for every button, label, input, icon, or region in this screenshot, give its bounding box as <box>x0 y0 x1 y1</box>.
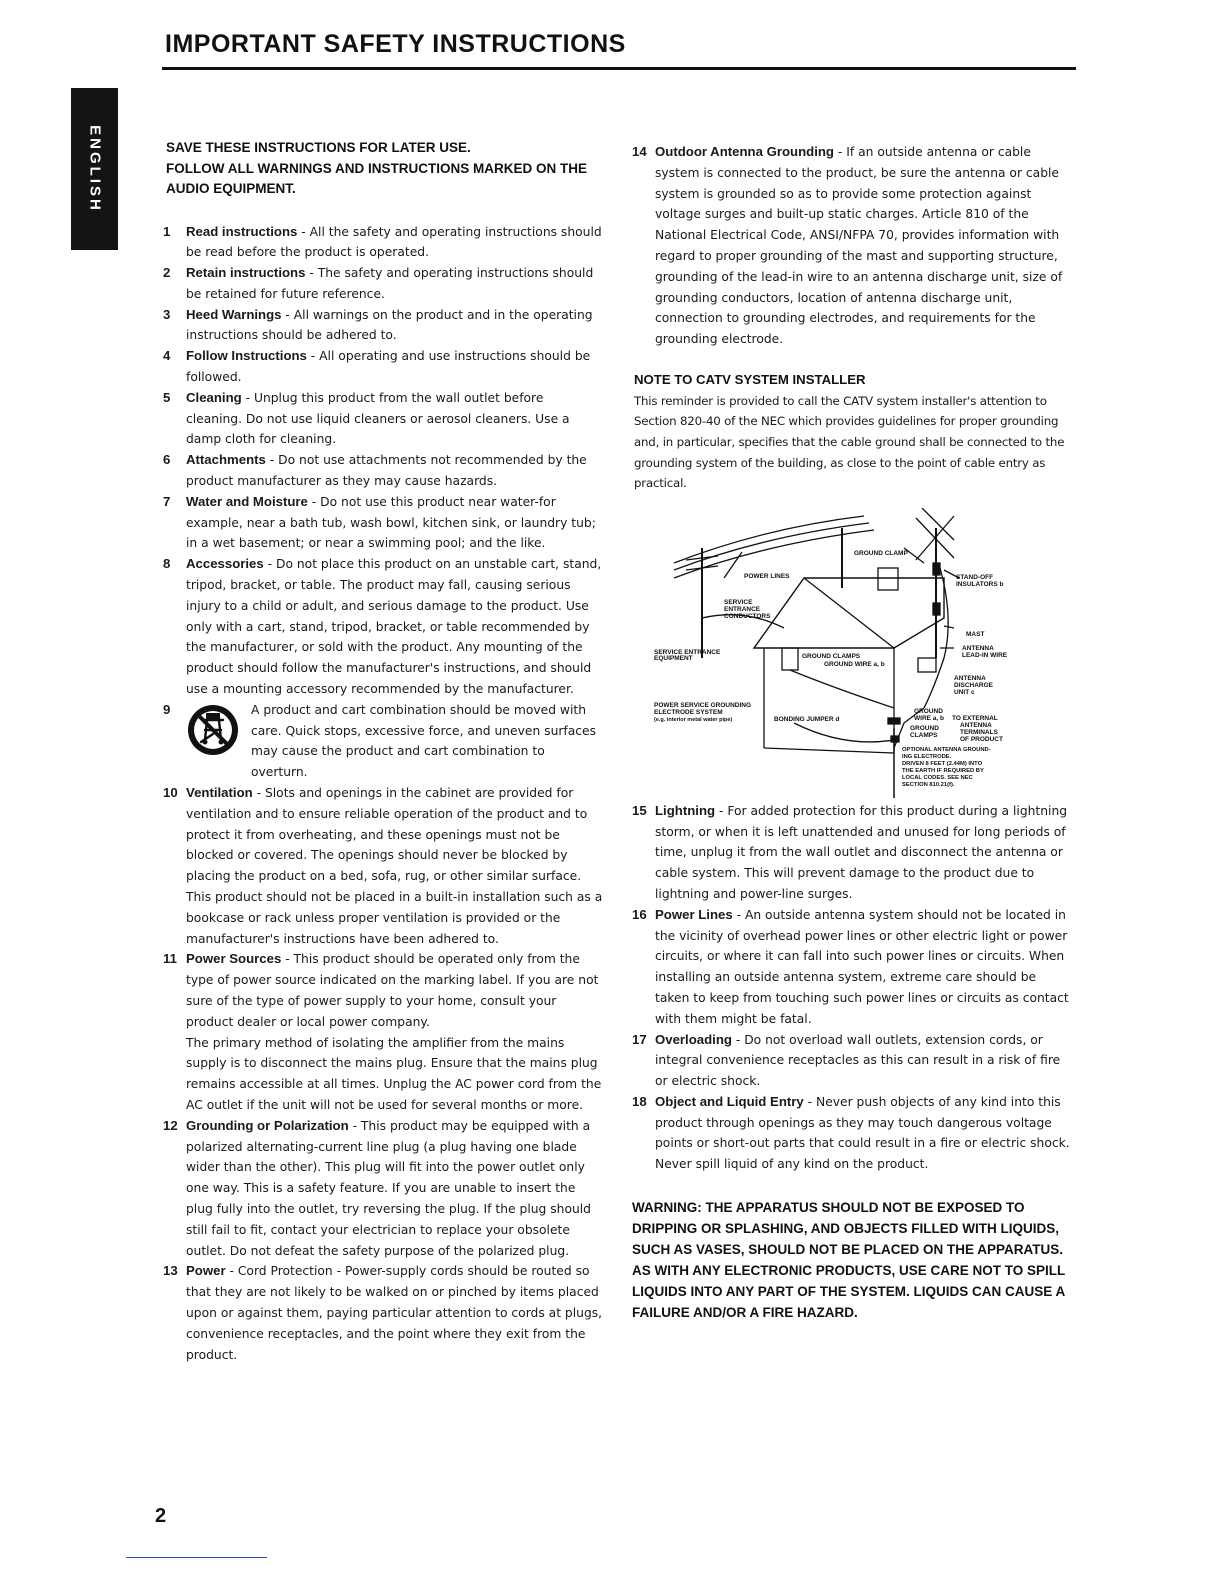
item-number: 12 <box>163 1117 178 1133</box>
label-see-2: EQUIPMENT <box>654 654 693 662</box>
instruction-item-10 <box>163 783 603 949</box>
instruction-item-17 <box>632 1030 1072 1092</box>
item-term: Power Sources <box>186 951 282 967</box>
label-ground-wire-2a: GROUND <box>914 707 943 715</box>
instruction-item-5 <box>163 388 603 450</box>
item-number: 13 <box>163 1263 178 1279</box>
item-number: 1 <box>163 223 171 239</box>
item-number: 11 <box>163 951 177 967</box>
label-adu-3: UNIT c <box>954 688 975 696</box>
item-number: 5 <box>163 389 171 405</box>
label-power-lines: POWER LINES <box>744 572 790 580</box>
instruction-item-12 <box>163 1116 603 1262</box>
label-antenna-1: ANTENNA <box>962 644 994 652</box>
instruction-item-4 <box>163 346 603 388</box>
intro-block <box>166 138 603 200</box>
item-desc: - Do not place this product on an unstable cart, stand, tripod, bracket, or table. The product may fall, causing serious injury to a child or adult, and serious damage to the product. Use only with a cart, stand, tripod, bracket, or table recommended by the manufacturer, or sold with the product. Any mounting of the product should follow the manufacturer's instructions, and should use a mounting accessory recommended by the manufacturer. <box>186 557 602 697</box>
label-mast: MAST <box>966 630 985 638</box>
label-pse-1: POWER SERVICE GROUNDING <box>654 701 752 709</box>
item-desc: - This product should be operated only from the type of power source indicated on the marking label. If you are not sure of the type of power supply to your home, consult your product dealer or local power company. <box>186 952 599 1029</box>
item-term: Overloading <box>655 1031 732 1047</box>
label-service-3: CONDUCTORS <box>724 612 771 620</box>
catv-note-title: NOTE TO CATV SYSTEM INSTALLER <box>634 371 866 387</box>
page-title: IMPORTANT SAFETY INSTRUCTIONS <box>165 30 626 58</box>
label-opt-3: DRIVEN 8 FEET (2.44M) INTO <box>902 760 983 767</box>
item-desc: - Do not overload wall outlets, extension cords, or integral convenience receptacles as this can result in a risk of fire or electric shock. <box>655 1032 1061 1089</box>
item-desc: - The safety and operating instructions should be retained for future reference. <box>186 266 594 301</box>
intro-line-1: SAVE THESE INSTRUCTIONS FOR LATER USE. <box>166 140 471 155</box>
liquid-warning: WARNING: THE APPARATUS SHOULD NOT BE EXPOSED TO DRIPPING OR SPLASHING, AND OBJECTS FILLED WITH LIQUIDS, SUCH AS VASES, SHOULD NOT BE PLACED ON THE APPARATUS. AS WITH ANY ELECTRONIC PRODUCTS, USE CARE NOT TO SPILL LIQUIDS INTO ANY PART OF THE SYSTEM. LIQUIDS CAN CAUSE A FAILURE AND/OR A FIRE HAZARD. <box>632 1200 1066 1321</box>
item-number: 9 <box>163 701 171 717</box>
label-standoff-2: INSULATORS b <box>956 580 1004 588</box>
item-desc: - This product may be equipped with a polarized alternating-current line plug (a plug having one blade wider than the other). This plug will fit into the power outlet only one way. This is a safety feature. If you are unable to insert the plug fully into the outlet, try reversing the plug. If the plug should still fail to fit, contact your electrician to replace your obsolete outlet. Do not defeat the safety purpose of the polarized plug. <box>186 1118 591 1258</box>
label-bonding-jumper: BONDING JUMPER d <box>774 715 840 723</box>
item-number: 17 <box>632 1031 647 1047</box>
item-term: Retain instructions <box>186 265 306 281</box>
item-term: Heed Warnings <box>186 306 282 322</box>
item-extra-paragraph: The primary method of isolating the amplifier from the mains supply is to disconnect the mains plug. Ensure that the mains plug remains accessible at all times. Unplug the AC power cord from the AC outlet if the unit will not be used for several months or more. <box>186 1035 602 1112</box>
item-desc: - Unplug this product from the wall outlet before cleaning. Do not use liquid cleaners or aerosol cleaners. Use a damp cloth for cleaning. <box>186 390 570 447</box>
item-desc: - Do not use attachments not recommended by the product manufacturer as they may cause hazards. <box>186 453 587 489</box>
item-term: Object and Liquid Entry <box>655 1093 804 1109</box>
item-desc: - Cord Protection - Power-supply cords should be routed so that they are not likely to be walked on or pinched by items placed upon or against them, paying particular attention to cords at plugs, convenience receptacles, and the point where they exit from the product. <box>186 1264 603 1362</box>
item-term: Ventilation <box>186 785 253 801</box>
right-column <box>632 142 1072 1323</box>
item-term: Read instructions <box>186 223 298 239</box>
item-number: 15 <box>632 802 647 818</box>
language-tab-label: ENGLISH <box>86 125 103 213</box>
item-number: 6 <box>163 452 171 468</box>
item-term: Power Lines <box>655 906 733 922</box>
antenna-grounding-diagram <box>654 508 1032 801</box>
item-desc: - All the safety and operating instructions should be read before the product is operated. <box>186 224 602 260</box>
label-adu-1: ANTENNA <box>954 674 986 682</box>
cart-tip-over-warning-icon <box>185 700 241 765</box>
label-ground-clamp: GROUND CLAMP <box>854 549 908 557</box>
label-ext-1: TO EXTERNAL <box>952 714 998 722</box>
instruction-item-6 <box>163 450 603 492</box>
instruction-item-1 <box>163 222 603 264</box>
label-opt-5: LOCAL CODES. SEE NEC <box>902 774 973 781</box>
label-pse-2: ELECTRODE SYSTEM <box>654 708 723 716</box>
item-number: 4 <box>163 348 171 364</box>
catv-note-body: This reminder is provided to call the CATV system installer's attention to Section 820-40 of the NEC which provides guidelines for proper grounding and, in particular, specifies that the cable ground shall be connected to the grounding system of the building, as close to the point of cable entry as practical. <box>634 393 1065 491</box>
instruction-item-11 <box>163 949 603 1115</box>
label-standoff-1: STAND-OFF <box>956 573 994 581</box>
item-number: 18 <box>632 1093 647 1109</box>
item-term: Attachments <box>186 452 266 468</box>
item-number: 16 <box>632 906 647 922</box>
item-term: Accessories <box>186 556 264 572</box>
item-desc: - An outside antenna system should not be located in the vicinity of overhead power lines or other electric light or power circuits, or where it can fall into such power lines or circuits. When installing an outside antenna system, extreme care should be taken to keep from touching such power lines or circuits as contact with them might be fatal. <box>655 907 1069 1026</box>
label-adu-2: DISCHARGE <box>954 681 994 689</box>
label-ext-3: TERMINALS <box>960 728 998 736</box>
item-term: Outdoor Antenna Grounding <box>655 144 834 159</box>
item-desc: - All operating and use instructions should be followed. <box>186 349 591 385</box>
label-ground-wire: GROUND WIRE a, b <box>824 660 885 668</box>
instruction-item-13 <box>163 1261 603 1365</box>
page-number: 2 <box>155 1505 167 1527</box>
item-number: 14 <box>632 144 647 159</box>
label-service-1: SERVICE <box>724 598 753 606</box>
item-term: Follow Instructions <box>186 348 307 364</box>
instruction-item-7 <box>163 492 603 554</box>
instruction-item-14 <box>632 142 1072 350</box>
item-desc: A product and cart combination should be moved with care. Quick stops, excessive force, and uneven surfaces may cause the product and cart combination to overturn. <box>251 702 597 780</box>
label-ground-clamps-2b: CLAMPS <box>910 731 938 739</box>
instruction-item-15 <box>632 801 1072 905</box>
item-desc: - For added protection for this product during a lightning storm, or when it is left unattended and unused for long periods of time, unplug it from the wall outlet and disconnect the antenna or cable system. This will prevent damage to the product due to lightning and power-line surges. <box>655 803 1068 901</box>
instruction-item-3 <box>163 305 603 347</box>
title-divider <box>162 67 1076 70</box>
instruction-item-2 <box>163 263 603 305</box>
item-desc: - Slots and openings in the cabinet are provided for ventilation and to ensure reliable operation of the product and to protect it from overheating, and these openings must not be blocked or covered. The openings should never be blocked by placing the product on a bed, sofa, rug, or other similar surface. This product should not be placed in a built-in installation such as a bookcase or rack unless proper ventilation is provided or the manufacturer's instructions have been adhered to. <box>186 786 603 946</box>
label-pse-3: (e.g. interior metal water pipe) <box>654 716 733 723</box>
item-desc: - If an outside antenna or cable system is connected to the product, be sure the antenna or cable system is grounded so as to provide some protection against voltage surges and built-up static charges. Article 810 of the National Electrical Code, ANSI/NFPA 70, provides information with regard to proper grounding of the mast and supporting structure, grounding of the lead-in wire to an antenna discharge unit, size of grounding conductors, location of antenna discharge unit, connection to grounding electrodes, and requirements for the grounding electrode. <box>655 145 1063 347</box>
item-term: Water and Moisture <box>186 493 308 509</box>
label-service-2: ENTRANCE <box>724 605 761 613</box>
item-term: Lightning <box>655 802 716 818</box>
instruction-item-9 <box>163 700 603 783</box>
item-number: 8 <box>163 556 171 572</box>
instruction-item-18 <box>632 1092 1072 1175</box>
instruction-item-16 <box>632 905 1072 1030</box>
label-ground-clamps: GROUND CLAMPS <box>802 652 861 660</box>
intro-line-2: FOLLOW ALL WARNINGS AND INSTRUCTIONS MARKED ON THE AUDIO EQUIPMENT. <box>166 160 587 196</box>
language-tab <box>71 88 118 250</box>
item-desc: - Never push objects of any kind into this product through openings as they may touch dangerous voltage points or short-out parts that could result in a fire or electric shock. Never spill liquid of any kind on the product. <box>655 1094 1070 1172</box>
label-ext-2: ANTENNA <box>960 721 992 729</box>
label-ground-clamps-2a: GROUND <box>910 724 939 732</box>
label-opt-1: OPTIONAL ANTENNA GROUND- <box>902 746 991 753</box>
instruction-item-8 <box>163 554 603 700</box>
item-number: 2 <box>163 265 171 281</box>
label-opt-6: SECTION 810.21(f). <box>902 781 955 788</box>
item-term: Grounding or Polarization <box>186 1117 349 1133</box>
item-number: 3 <box>163 306 171 322</box>
item-term: Power <box>186 1263 226 1279</box>
label-see-1: SERVICE ENTRANCE <box>654 648 721 656</box>
item-desc: - All warnings on the product and in the operating instructions should be adhered to. <box>186 307 593 343</box>
label-ext-4: OF PRODUCT <box>960 735 1003 743</box>
label-ground-wire-2b: WIRE a, b <box>914 714 944 722</box>
label-antenna-2: LEAD-IN WIRE <box>962 651 1008 659</box>
left-column <box>163 138 603 1365</box>
item-number: 10 <box>163 785 178 801</box>
footer-rule <box>126 1557 267 1558</box>
item-desc: - Do not use this product near water-for example, near a bath tub, wash bowl, kitchen sink, or laundry tub; in a wet basement; or near a swimming pool; and the like. <box>186 494 596 551</box>
label-opt-4: THE EARTH IF REQUIRED BY <box>902 767 984 774</box>
item-number: 7 <box>163 493 171 509</box>
item-term: Cleaning <box>186 389 242 405</box>
label-opt-2: ING ELECTRODE. <box>902 753 952 760</box>
